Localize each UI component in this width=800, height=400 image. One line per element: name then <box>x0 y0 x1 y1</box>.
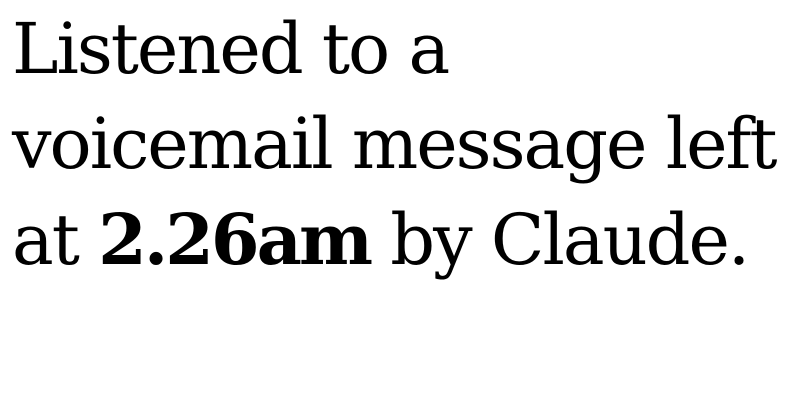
statement-line-3 <box>12 192 792 288</box>
statement-line-3-prefix: at <box>12 199 99 281</box>
voicemail-time: 2.26am <box>98 198 371 281</box>
statement-line-2: voicemail message left <box>12 103 776 185</box>
voicemail-statement <box>12 2 792 288</box>
statement-line-3-suffix: by Claude. <box>370 199 749 281</box>
statement-line-1: Listened to a <box>12 8 449 90</box>
